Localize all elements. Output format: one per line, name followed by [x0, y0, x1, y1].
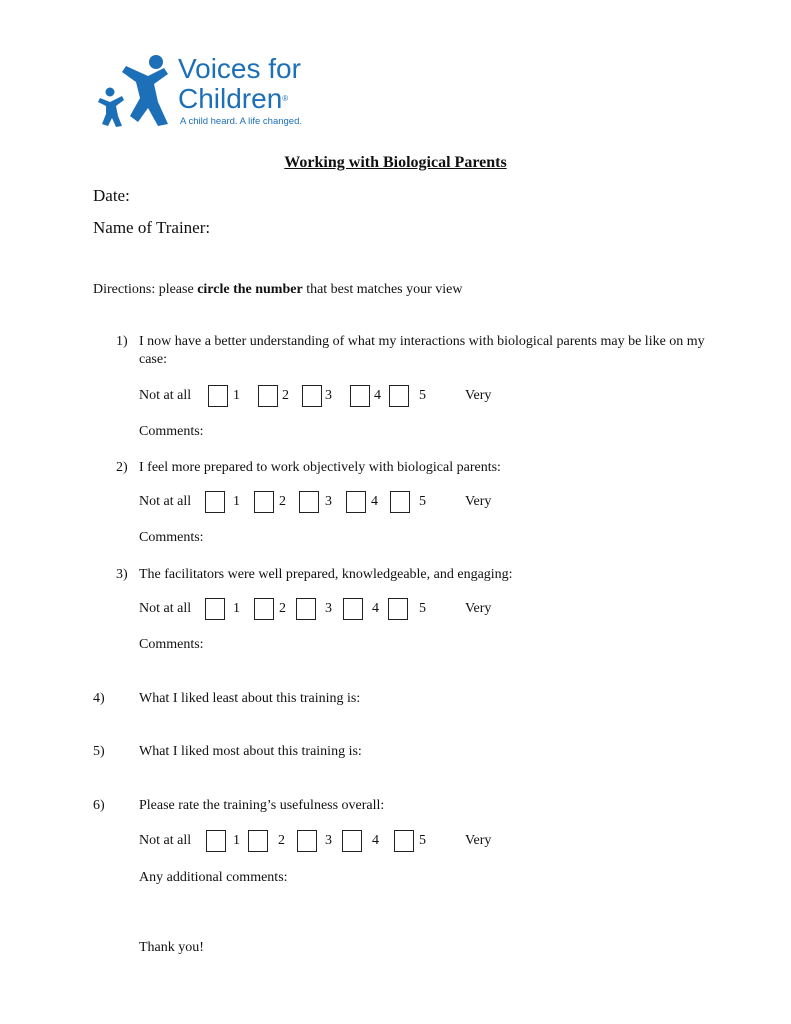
question-1-number: 1): [116, 334, 128, 349]
question-3-text: The facilitators were well prepared, knowledgeable, and engaging:: [139, 567, 513, 582]
directions-bold: circle the number: [197, 282, 303, 297]
rating-box-1[interactable]: [205, 598, 225, 620]
rating-box-4[interactable]: [350, 385, 370, 407]
rating-number: 4: [372, 833, 379, 848]
rating-box-3[interactable]: [302, 385, 322, 407]
question-4-number: 4): [93, 691, 105, 706]
scale-low-label: Not at all: [139, 833, 192, 848]
rating-number: 4: [374, 388, 381, 403]
question-6-text: Please rate the training’s usefulness overall:: [139, 798, 385, 813]
rating-number: 3: [325, 388, 332, 403]
directions-prefix: Directions: please: [93, 282, 198, 297]
question-1-comments: Comments:: [139, 424, 204, 439]
scale-low-label: Not at all: [139, 601, 192, 616]
scale-low-label: Not at all: [139, 494, 192, 509]
directions-suffix: that best matches your view: [302, 282, 463, 297]
rating-box-5[interactable]: [388, 598, 408, 620]
children-figures-icon: [96, 52, 176, 130]
rating-box-2[interactable]: [258, 385, 278, 407]
rating-box-2[interactable]: [254, 491, 274, 513]
question-2-scale: [139, 491, 539, 517]
date-label: Date:: [93, 186, 130, 205]
logo-wordmark: [178, 54, 301, 114]
rating-number: 1: [233, 601, 240, 616]
scale-low-label: Not at all: [139, 388, 192, 403]
question-6-number: 6): [93, 798, 105, 813]
question-2-text: I feel more prepared to work objectively with biological parents:: [139, 460, 501, 475]
scale-high-label: Very: [465, 494, 492, 509]
rating-box-4[interactable]: [346, 491, 366, 513]
rating-box-1[interactable]: [206, 830, 226, 852]
question-5-number: 5): [93, 744, 105, 759]
question-1-text: I now have a better understanding of what my interactions with biological parents may be like on my case:: [139, 334, 705, 367]
rating-number: 5: [419, 494, 426, 509]
rating-number: 3: [325, 601, 332, 616]
question-3-scale: [139, 598, 539, 624]
rating-number: 2: [279, 601, 286, 616]
rating-box-2[interactable]: [248, 830, 268, 852]
question-3-comments: Comments:: [139, 637, 204, 652]
question-3-number: 3): [116, 567, 128, 582]
rating-number: 4: [371, 494, 378, 509]
rating-box-3[interactable]: [296, 598, 316, 620]
rating-number: 1: [233, 833, 240, 848]
rating-number: 2: [279, 494, 286, 509]
logo-reg-mark: ®: [282, 94, 289, 103]
rating-box-1[interactable]: [208, 385, 228, 407]
rating-number: 4: [372, 601, 379, 616]
question-2-number: 2): [116, 460, 128, 475]
trainer-label: Name of Trainer:: [93, 218, 211, 237]
question-5-text: What I liked most about this training is:: [139, 744, 362, 759]
logo-title-line2: Children: [178, 83, 283, 114]
rating-box-5[interactable]: [390, 491, 410, 513]
rating-box-3[interactable]: [299, 491, 319, 513]
rating-box-4[interactable]: [343, 598, 363, 620]
rating-number: 5: [419, 388, 426, 403]
rating-number: 2: [278, 833, 285, 848]
question-6-comments: Any additional comments:: [139, 870, 288, 885]
rating-box-5[interactable]: [394, 830, 414, 852]
logo-tagline: A child heard. A life changed.: [180, 116, 303, 127]
rating-box-5[interactable]: [389, 385, 409, 407]
rating-box-1[interactable]: [205, 491, 225, 513]
question-1-scale: [139, 385, 539, 411]
rating-box-3[interactable]: [297, 830, 317, 852]
question-2-comments: Comments:: [139, 530, 204, 545]
rating-number: 5: [419, 833, 426, 848]
scale-high-label: Very: [465, 833, 492, 848]
rating-box-2[interactable]: [254, 598, 274, 620]
rating-number: 3: [325, 833, 332, 848]
rating-box-4[interactable]: [342, 830, 362, 852]
scale-high-label: Very: [465, 601, 492, 616]
question-4-text: What I liked least about this training is:: [139, 691, 361, 706]
rating-number: 2: [282, 388, 289, 403]
rating-number: 1: [233, 388, 240, 403]
rating-number: 1: [233, 494, 240, 509]
rating-number: 5: [419, 601, 426, 616]
logo: [96, 52, 336, 132]
question-6-scale: [139, 830, 539, 856]
logo-title-line1: Voices for: [178, 53, 301, 84]
closing-text: Thank you!: [139, 940, 204, 955]
directions: [93, 281, 462, 299]
scale-high-label: Very: [465, 388, 492, 403]
page-title: Working with Biological Parents: [284, 154, 507, 171]
rating-number: 3: [325, 494, 332, 509]
